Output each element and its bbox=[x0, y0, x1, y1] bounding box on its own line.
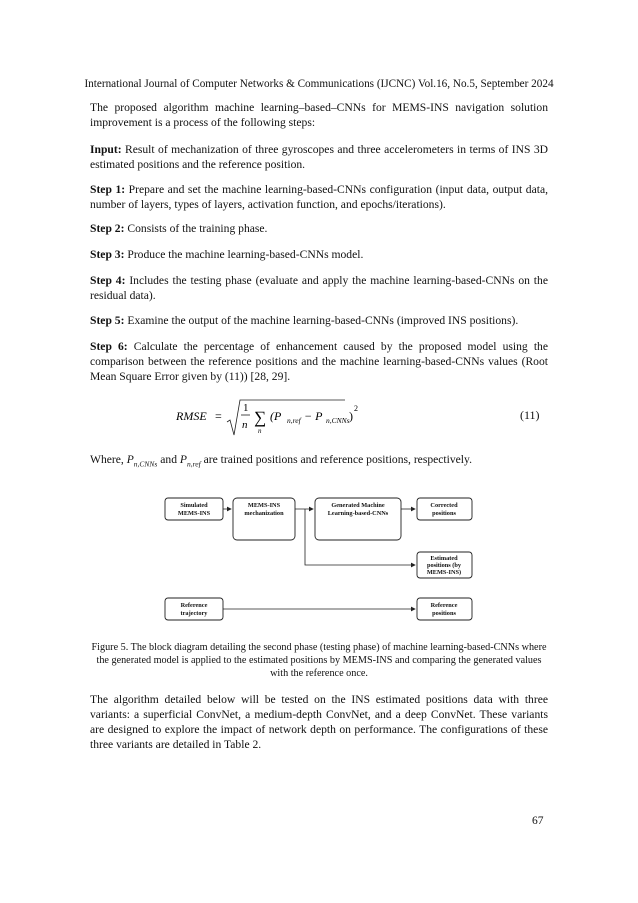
symbol-p-cnns-sub: n,CNNs bbox=[133, 459, 158, 469]
box-label: trajectory bbox=[180, 610, 208, 617]
running-header: International Journal of Computer Networks & Communications (IJCNC) Vol.16, No.5, September 2024 bbox=[84, 78, 554, 90]
subscript-cnns: n,CNNs bbox=[326, 416, 350, 425]
box-label: MEMS-INS bbox=[177, 510, 211, 517]
step-2 bbox=[90, 221, 548, 236]
box-label: positions bbox=[432, 610, 456, 617]
equation-number: (11) bbox=[520, 408, 540, 422]
page-number: 67 bbox=[532, 815, 544, 827]
equation-lhs: RMSE bbox=[176, 409, 207, 423]
term-close: ) bbox=[349, 409, 353, 423]
step-6 bbox=[90, 339, 548, 384]
step-label: Step 3: bbox=[90, 248, 125, 261]
fraction-denominator: n bbox=[242, 419, 248, 431]
box-mechanization bbox=[233, 498, 295, 540]
box-reference-trajectory bbox=[165, 598, 223, 620]
step-text: Examine the output of the machine learning-based-CNNs (improved INS positions). bbox=[124, 314, 519, 327]
box-label: positions bbox=[432, 510, 456, 517]
summation-sign: ∑ bbox=[254, 408, 267, 427]
step-label: Input: bbox=[90, 143, 122, 156]
step-text: Calculate the percentage of enhancement caused by the proposed model using the comparison between the reference positions and the machine learning-based-CNNs values (Root Mean Square Error given by (11)) [28, 29]. bbox=[90, 340, 548, 383]
where-line bbox=[90, 452, 550, 471]
symbol-p-ref-sub: n,ref bbox=[187, 459, 201, 469]
box-label: MEMS-INS bbox=[247, 502, 281, 509]
box-label: Learning-based-CNNs bbox=[327, 510, 389, 517]
step-label: Step 5: bbox=[90, 314, 125, 327]
box-label: MEMS-INS) bbox=[426, 569, 462, 576]
symbol-p-ref: P bbox=[179, 453, 187, 466]
symbol-p-cnns: P bbox=[126, 453, 134, 466]
box-generated-model bbox=[315, 498, 401, 540]
where-suffix: are trained positions and reference positions, respectively. bbox=[200, 453, 472, 466]
box-label: mechanization bbox=[244, 510, 284, 517]
box-simulated-mems-ins bbox=[165, 498, 223, 520]
step-1 bbox=[90, 182, 548, 212]
block-diagram bbox=[155, 490, 485, 630]
step-text: Consists of the training phase. bbox=[124, 222, 268, 235]
intro-paragraph: The proposed algorithm machine learning–based–CNNs for MEMS-INS navigation solution improvement is a process of the following steps: bbox=[90, 101, 548, 129]
term-open: (P bbox=[270, 409, 282, 423]
box-corrected-positions bbox=[417, 498, 472, 520]
step-text: Produce the machine learning-based-CNNs model. bbox=[124, 248, 364, 261]
box-estimated-positions bbox=[417, 552, 472, 578]
box-label: positions (by bbox=[426, 562, 462, 569]
subscript-ref: n,ref bbox=[287, 416, 301, 425]
step-label: Step 6: bbox=[90, 340, 128, 353]
step-input bbox=[90, 142, 548, 172]
box-label: Generated Machine bbox=[331, 502, 385, 509]
box-label: Estimated bbox=[430, 555, 458, 562]
step-text: Prepare and set the machine learning-based-CNNs configuration (input data, output data, number of layers, types of layers, activation function, and epochs/iterations). bbox=[90, 183, 548, 211]
step-text: Includes the testing phase (evaluate and apply the machine learning-based-CNNs on the residual data). bbox=[90, 274, 548, 302]
box-label: Simulated bbox=[180, 502, 208, 509]
power: 2 bbox=[354, 404, 358, 413]
closing-paragraph: The algorithm detailed below will be tested on the INS estimated positions data with three variants: a superficial ConvNet, a medium-depth ConvNet, and a deep ConvNet. These variants are designed to explore the impact of network depth on performance. The configurations of these three variants are detailed in Table 2. bbox=[90, 693, 548, 751]
box-label: Reference bbox=[430, 602, 458, 609]
box-reference-positions bbox=[417, 598, 472, 620]
step-label: Step 2: bbox=[90, 222, 125, 235]
summation-subscript: n bbox=[258, 427, 262, 435]
rmse-equation bbox=[170, 398, 550, 438]
box-label: Corrected bbox=[430, 502, 458, 509]
figure-caption: Figure 5. The block diagram detailing the second phase (testing phase) of machine learning-based-CNNs where the generated model is applied to the estimated positions by MEMS-INS and comparing the generated values with the reference once. bbox=[91, 642, 547, 679]
step-3 bbox=[90, 247, 548, 262]
equation-equals: = bbox=[215, 409, 222, 423]
where-prefix: Where, bbox=[90, 453, 127, 466]
step-label: Step 4: bbox=[90, 274, 126, 287]
step-label: Step 1: bbox=[90, 183, 126, 196]
step-text: Result of mechanization of three gyroscopes and three accelerometers in terms of INS 3D estimated positions and the reference position. bbox=[90, 143, 548, 171]
term-minus: − P bbox=[304, 409, 323, 423]
step-5 bbox=[90, 313, 548, 328]
where-and: and bbox=[157, 453, 180, 466]
fraction-numerator: 1 bbox=[243, 402, 249, 414]
box-label: Reference bbox=[180, 602, 208, 609]
step-4 bbox=[90, 273, 548, 303]
